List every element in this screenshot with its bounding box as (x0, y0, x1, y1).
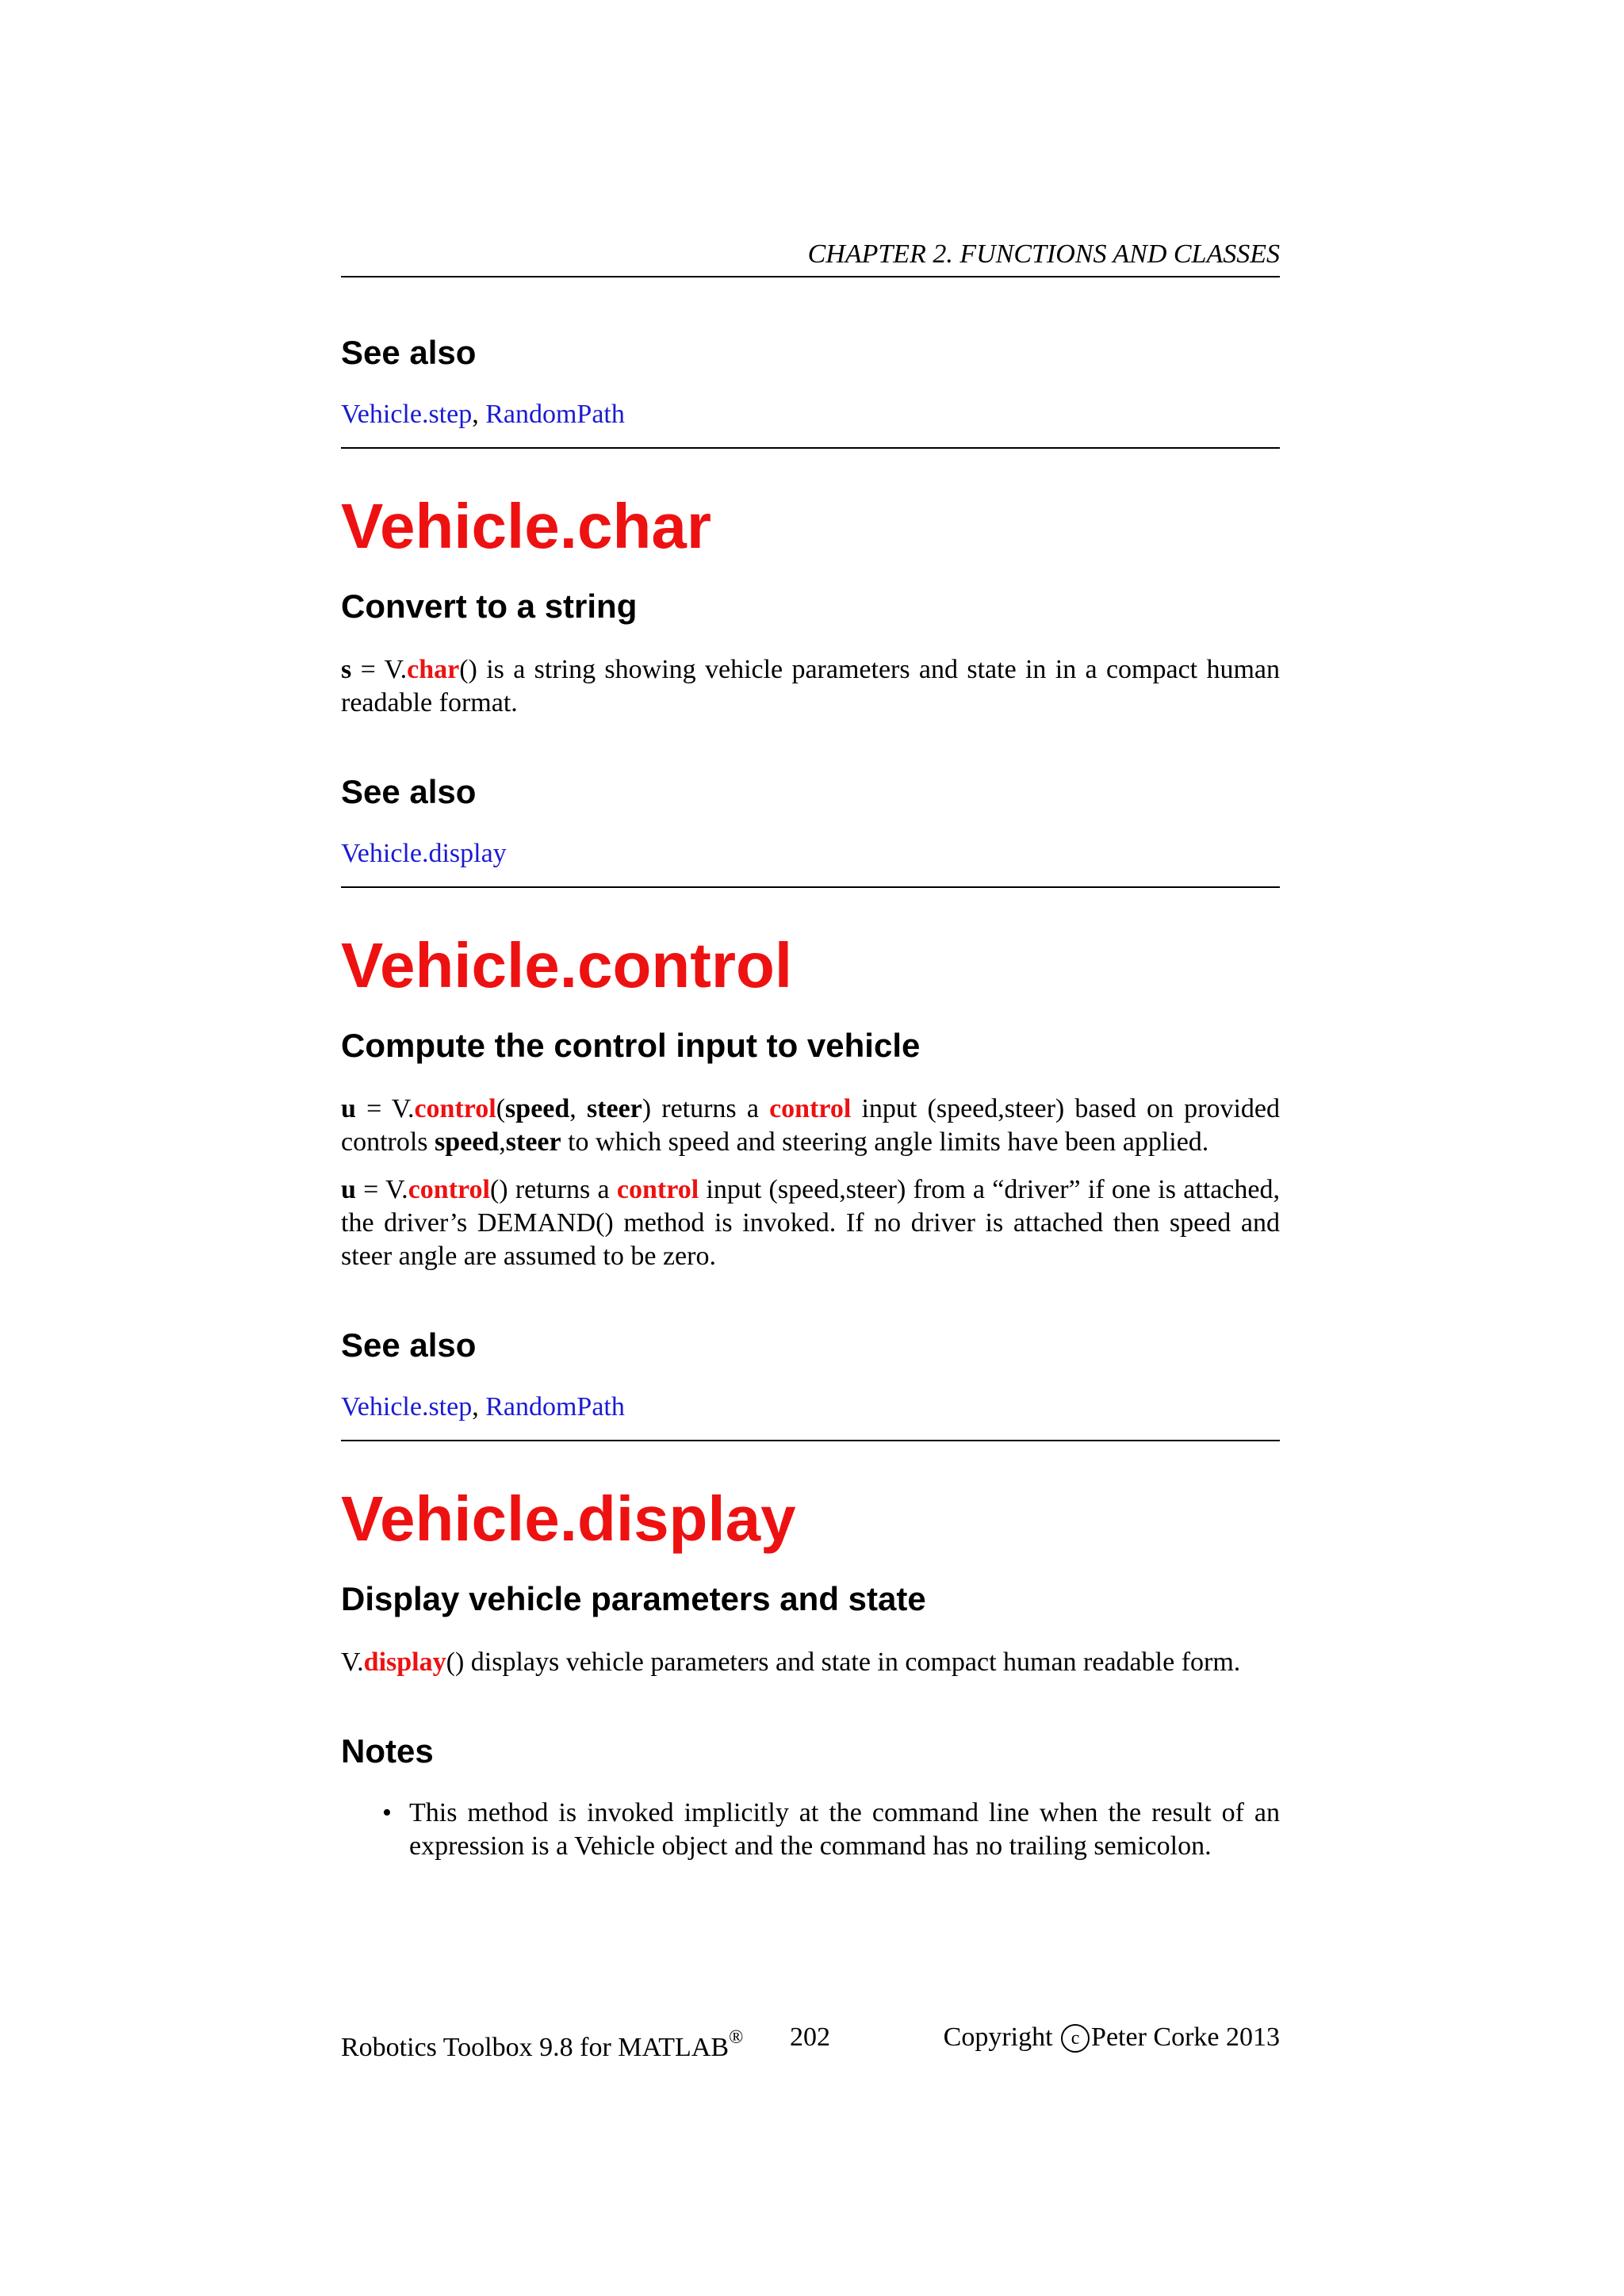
section-divider (341, 447, 1280, 449)
link-vehicle-step[interactable]: Vehicle.step (341, 400, 473, 429)
copyright-icon: c (1061, 2024, 1090, 2053)
section-divider (341, 886, 1280, 888)
section-divider (341, 1440, 1280, 1441)
see-also-heading: See also (341, 773, 477, 810)
section-title-control: Vehicle.control (341, 930, 793, 1001)
link-randompath[interactable]: RandomPath (485, 1392, 625, 1422)
control-description-1: u = V.control(speed, steer) returns a control input (speed,steer) based on provided controls speed,steer to which speed and steering angle limits have been applied. (341, 1094, 1280, 1157)
control-description-2: u = V.control() returns a control input (speed,steer) from a “driver” if one is attached, the driver’s DEMAND() method is invoked. If no driver is attached then speed and steer angle are assumed to be zero. (341, 1175, 1280, 1271)
section-subtitle-control: Compute the control input to vehicle (341, 1027, 921, 1064)
link-vehicle-step[interactable]: Vehicle.step (341, 1392, 473, 1422)
display-description: V.display() displays vehicle parameters and state in compact human readable form. (341, 1647, 1241, 1677)
char-description: s = V.char() is a string showing vehicle parameters and state in in a compact human readable format. (341, 655, 1280, 718)
section-subtitle-char: Convert to a string (341, 587, 638, 625)
footer-copyright: Copyright c Peter Corke 2013 (943, 2022, 1280, 2052)
link-randompath[interactable]: RandomPath (485, 400, 625, 429)
footer-title: Robotics Toolbox 9.8 for MATLAB® (341, 2027, 744, 2062)
see-also-links: Vehicle.step, RandomPath (341, 1392, 625, 1422)
section-title-display: Vehicle.display (341, 1483, 796, 1554)
notes-heading: Notes (341, 1732, 434, 1770)
section-title-char: Vehicle.char (341, 491, 711, 561)
see-also-links: Vehicle.step, RandomPath (341, 400, 625, 429)
section-subtitle-display: Display vehicle parameters and state (341, 1580, 926, 1617)
see-also-heading: See also (341, 1326, 477, 1364)
list-item: • This method is invoked implicitly at the command line when the result of an expression is a Vehicle object and the command has no trailing semicolon. (382, 1798, 1280, 1861)
see-also-links (341, 837, 1280, 871)
page-content (341, 238, 1280, 1863)
running-header: CHAPTER 2. FUNCTIONS AND CLASSES (341, 238, 1280, 277)
link-vehicle-display[interactable]: Vehicle.display (341, 839, 507, 868)
bullet-icon: • (382, 1798, 392, 1827)
notes-list (341, 1797, 1280, 1863)
see-also-heading: See also (341, 334, 477, 371)
page-number: 202 (790, 2022, 830, 2052)
